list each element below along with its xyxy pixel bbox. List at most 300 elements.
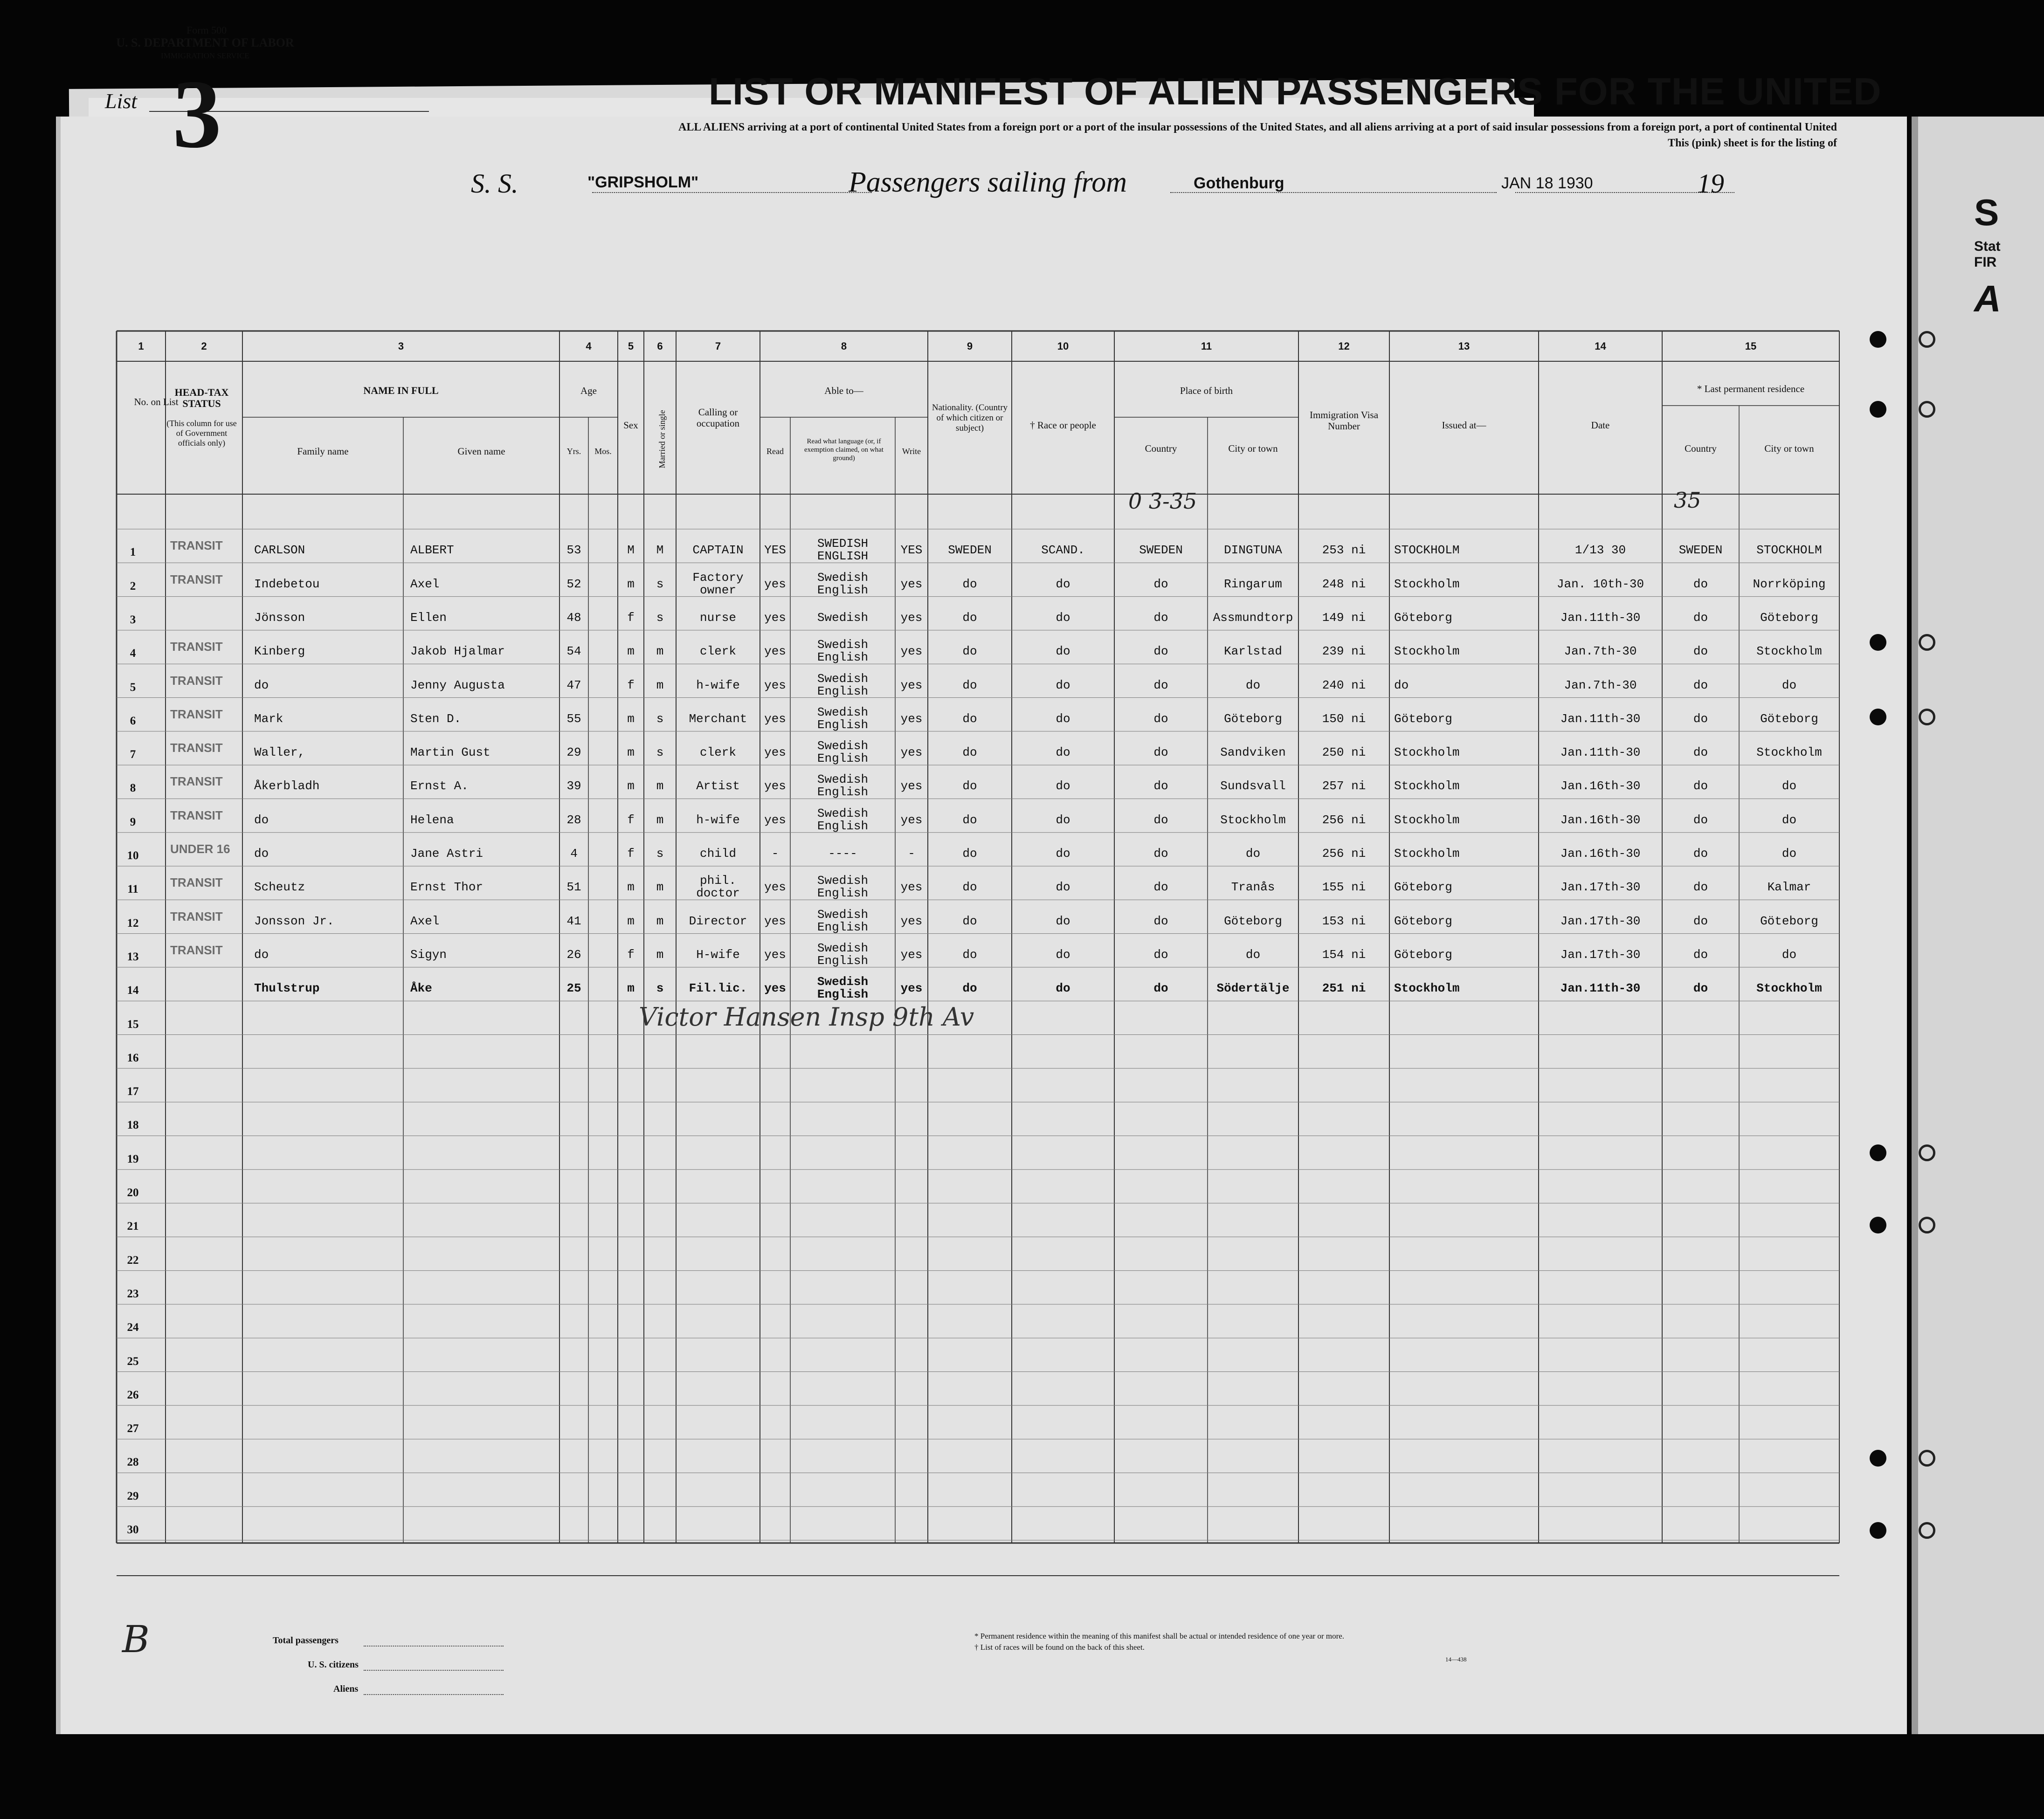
- family-name: do: [254, 813, 269, 827]
- nationality: do: [962, 577, 977, 591]
- ship-line: [592, 192, 872, 193]
- header-head-tax: HEAD-TAX STATUS: [174, 386, 229, 409]
- marital-status: m: [656, 644, 664, 659]
- residence-city: do: [1782, 947, 1797, 962]
- punch-hole-ring: [1919, 1450, 1935, 1467]
- head-tax-stamp: TRANSIT: [170, 707, 223, 721]
- punch-hole: [1870, 1522, 1886, 1539]
- visa-date: Jan.11th-30: [1560, 981, 1641, 996]
- issued-at: Stockholm: [1394, 779, 1460, 793]
- nationality: do: [962, 847, 977, 861]
- row-number: 20: [127, 1186, 139, 1199]
- row-number: 10: [127, 849, 139, 862]
- nationality: do: [962, 711, 977, 726]
- row-number: 6: [130, 714, 136, 727]
- issued-at: Stockholm: [1394, 981, 1460, 996]
- issued-at: Göteborg: [1394, 947, 1452, 962]
- sex: m: [627, 745, 635, 760]
- age-years: 51: [566, 880, 581, 895]
- nationality: do: [962, 745, 977, 760]
- column-number: 12: [1338, 340, 1350, 352]
- sex: m: [627, 644, 635, 659]
- can-read: yes: [764, 678, 786, 692]
- age-years: 52: [566, 577, 581, 591]
- nationality: do: [962, 644, 977, 659]
- column-number: 14: [1595, 340, 1606, 352]
- column-number: 10: [1057, 340, 1069, 352]
- occupation: H-wife: [696, 947, 740, 962]
- header-family-name: Family name: [297, 446, 349, 457]
- row-number: 18: [127, 1119, 139, 1132]
- birth-country: do: [1153, 981, 1168, 996]
- birth-city: DINGTUNA: [1224, 543, 1282, 558]
- birth-country: do: [1153, 711, 1168, 726]
- birth-city: Södertälje: [1216, 981, 1290, 996]
- row-number: 2: [130, 579, 136, 593]
- header-race: † Race or people: [1030, 420, 1096, 431]
- residence-country: do: [1693, 745, 1708, 760]
- header-issued-at: Issued at—: [1442, 420, 1486, 431]
- row-number: 13: [127, 950, 139, 963]
- issued-at: Stockholm: [1394, 644, 1460, 659]
- marital-status: s: [656, 847, 664, 861]
- residence-city: do: [1782, 678, 1797, 692]
- row-number: 29: [127, 1489, 139, 1502]
- head-tax-stamp: TRANSIT: [170, 943, 223, 957]
- punch-hole-ring: [1919, 709, 1935, 725]
- nationality: SWEDEN: [948, 543, 992, 558]
- issued-at: do: [1394, 678, 1409, 692]
- residence-handwritten-note: 35: [1674, 488, 1701, 513]
- residence-country: do: [1693, 711, 1708, 726]
- inspector-signature: Victor Hansen Insp 9th Av: [639, 1002, 974, 1032]
- header-yrs: Yrs.: [566, 447, 581, 456]
- punch-hole-ring: [1919, 1144, 1935, 1161]
- punch-hole: [1870, 331, 1886, 348]
- given-name: Axel: [410, 577, 440, 591]
- ship-name: "GRIPSHOLM": [587, 173, 699, 191]
- head-tax-stamp: UNDER 16: [170, 842, 230, 856]
- row-number: 17: [127, 1085, 139, 1098]
- footer-total-line: [364, 1646, 504, 1647]
- row-number: 7: [130, 748, 136, 761]
- occupation: CAPTAIN: [692, 543, 744, 558]
- given-name: Jane Astri: [410, 847, 483, 861]
- family-name: Kinberg: [254, 644, 305, 659]
- race: do: [1056, 745, 1070, 760]
- race: do: [1056, 711, 1070, 726]
- can-read: yes: [764, 711, 786, 726]
- year-label: 19: [1697, 168, 1724, 199]
- marital-status: s: [656, 745, 664, 760]
- race: SCAND.: [1041, 543, 1085, 558]
- can-write: yes: [900, 610, 923, 625]
- service-name: IMMIGRATION SERVICE: [161, 51, 249, 60]
- occupation: Factory owner: [692, 570, 744, 597]
- languages: Swedish: [817, 610, 869, 625]
- header-language: Read what language (or, if exemption claimed, on what ground): [804, 438, 884, 462]
- visa-number: 256 ni: [1322, 847, 1366, 861]
- residence-country: do: [1693, 779, 1708, 793]
- adjacent-text-1: Stat: [1974, 239, 2001, 254]
- languages: Swedish English: [817, 975, 869, 1002]
- visa-number: 248 ni: [1322, 577, 1366, 591]
- punch-hole-ring: [1919, 331, 1935, 348]
- visa-date: 1/13 30: [1574, 543, 1626, 558]
- head-tax-stamp: TRANSIT: [170, 673, 223, 688]
- birth-handwritten-note: 0 3-35: [1128, 489, 1197, 514]
- header-calling: Calling or occupation: [696, 407, 740, 429]
- header-date: Date: [1591, 420, 1610, 431]
- occupation: h-wife: [696, 678, 740, 692]
- birth-country: do: [1153, 610, 1168, 625]
- issued-at: Stockholm: [1394, 813, 1460, 827]
- header-nationality: Nationality. (Country of which citizen or subject): [932, 403, 1008, 433]
- given-name: Ernst A.: [410, 779, 469, 793]
- head-tax-stamp: TRANSIT: [170, 909, 223, 923]
- residence-country: do: [1693, 847, 1708, 861]
- can-write: -: [908, 847, 915, 861]
- given-name: Axel: [410, 914, 440, 928]
- sex: M: [627, 543, 635, 558]
- family-name: do: [254, 847, 269, 861]
- column-number: 2: [201, 340, 207, 352]
- can-write: yes: [900, 914, 923, 928]
- can-read: YES: [764, 543, 786, 558]
- visa-date: Jan.17th-30: [1560, 880, 1641, 895]
- punch-hole: [1870, 1144, 1886, 1161]
- family-name: Mark: [254, 711, 283, 726]
- occupation: Fil.lic.: [689, 981, 747, 996]
- occupation: nurse: [699, 610, 736, 625]
- nationality: do: [962, 947, 977, 962]
- row-number: 24: [127, 1321, 139, 1334]
- column-number: 15: [1745, 340, 1757, 352]
- race: do: [1056, 577, 1070, 591]
- birth-city: Tranås: [1231, 880, 1275, 895]
- header-birth-country: Country: [1145, 443, 1177, 454]
- visa-date: Jan.16th-30: [1560, 813, 1641, 827]
- can-write: yes: [900, 813, 923, 827]
- nationality: do: [962, 610, 977, 625]
- sex: m: [627, 779, 635, 793]
- residence-city: do: [1782, 779, 1797, 793]
- header-name-in-full: NAME IN FULL: [363, 385, 439, 396]
- can-read: yes: [764, 880, 786, 895]
- residence-city: Stockholm: [1756, 981, 1822, 996]
- header-res-city: City or town: [1764, 443, 1814, 454]
- age-years: 28: [566, 813, 581, 827]
- birth-country: do: [1153, 644, 1168, 659]
- column-number: 6: [657, 340, 663, 352]
- header-age: Age: [580, 385, 597, 396]
- header-last-residence: * Last permanent residence: [1697, 383, 1805, 394]
- marital-status: m: [656, 678, 664, 692]
- sailing-label: Passengers sailing from: [849, 166, 1127, 198]
- row-number: 12: [127, 916, 139, 930]
- header-able-to: Able to—: [824, 385, 863, 396]
- footnote-races: † List of races will be found on the back of this sheet.: [974, 1643, 1145, 1652]
- age-years: 29: [566, 745, 581, 760]
- issued-at: Göteborg: [1394, 711, 1452, 726]
- nationality: do: [962, 779, 977, 793]
- residence-country: do: [1693, 880, 1708, 895]
- residence-city: STOCKHOLM: [1756, 543, 1822, 558]
- residence-city: Göteborg: [1760, 610, 1818, 625]
- header-visa: Immigration Visa Number: [1309, 409, 1379, 432]
- issued-at: Stockholm: [1394, 577, 1460, 591]
- sex: f: [627, 947, 635, 962]
- family-name: Jonsson Jr.: [254, 914, 334, 928]
- header-mos: Mos.: [594, 447, 612, 456]
- sex: m: [627, 981, 635, 996]
- residence-city: do: [1782, 847, 1797, 861]
- nationality: do: [962, 880, 977, 895]
- row-number: 23: [127, 1287, 139, 1300]
- given-name: Jenny Augusta: [410, 678, 505, 692]
- visa-number: 250 ni: [1322, 745, 1366, 760]
- row-number: 9: [130, 815, 136, 828]
- row-number: 19: [127, 1152, 139, 1165]
- age-years: 41: [566, 914, 581, 928]
- can-write: yes: [900, 577, 923, 591]
- column-number: 4: [586, 340, 592, 352]
- residence-city: Göteborg: [1760, 711, 1818, 726]
- given-name: Ellen: [410, 610, 447, 625]
- punch-hole: [1870, 1217, 1886, 1233]
- age-years: 4: [570, 847, 578, 861]
- birth-country: do: [1153, 745, 1168, 760]
- head-tax-stamp: TRANSIT: [170, 741, 223, 755]
- family-name: Indebetou: [254, 577, 320, 591]
- can-write: yes: [900, 779, 923, 793]
- visa-number: 240 ni: [1322, 678, 1366, 692]
- visa-date: Jan. 10th-30: [1556, 577, 1644, 591]
- sex: f: [627, 610, 635, 625]
- birth-city: Assmundtorp: [1213, 610, 1293, 625]
- marital-status: s: [656, 577, 664, 591]
- row-number: 25: [127, 1355, 139, 1368]
- punch-hole: [1870, 401, 1886, 418]
- sex: m: [627, 711, 635, 726]
- department-heading: [103, 36, 308, 62]
- issued-at: Göteborg: [1394, 880, 1452, 895]
- family-name: Jönsson: [254, 610, 305, 625]
- punch-hole-ring: [1919, 1522, 1935, 1539]
- head-tax-stamp: TRANSIT: [170, 572, 223, 586]
- birth-city: Karlstad: [1224, 644, 1282, 659]
- languages: Swedish English: [817, 671, 869, 698]
- visa-number: 155 ni: [1322, 880, 1366, 895]
- birth-country: do: [1153, 678, 1168, 692]
- punch-hole: [1870, 1450, 1886, 1467]
- age-years: 54: [566, 644, 581, 659]
- birth-country: do: [1153, 813, 1168, 827]
- family-name: Åkerbladh: [254, 779, 320, 793]
- column-number: 8: [841, 340, 847, 352]
- marital-status: s: [656, 610, 664, 625]
- list-number: 3: [173, 60, 221, 168]
- punch-hole-ring: [1919, 401, 1935, 418]
- can-read: yes: [764, 813, 786, 827]
- residence-city: Norrköping: [1753, 577, 1826, 591]
- nationality: do: [962, 813, 977, 827]
- residence-country: do: [1693, 813, 1708, 827]
- header-birth-city: City or town: [1228, 443, 1278, 454]
- can-read: yes: [764, 779, 786, 793]
- row-number: 27: [127, 1422, 139, 1435]
- given-name: ALBERT: [410, 543, 454, 558]
- list-label: List: [105, 89, 138, 113]
- languages: Swedish English: [817, 772, 869, 799]
- footer-citizens-line: [364, 1670, 504, 1671]
- column-number: 11: [1201, 340, 1212, 352]
- age-years: 39: [566, 779, 581, 793]
- header-head-tax-note: (This column for use of Government officials only): [166, 419, 237, 448]
- visa-number: 150 ni: [1322, 711, 1366, 726]
- age-years: 55: [566, 711, 581, 726]
- visa-number: 153 ni: [1322, 914, 1366, 928]
- residence-country: do: [1693, 678, 1708, 692]
- family-name: do: [254, 678, 269, 692]
- row-number: 16: [127, 1051, 139, 1064]
- age-years: 48: [566, 610, 581, 625]
- visa-number: 256 ni: [1322, 813, 1366, 827]
- punch-hole-ring: [1919, 634, 1935, 651]
- birth-country: do: [1153, 880, 1168, 895]
- residence-city: Göteborg: [1760, 914, 1818, 928]
- visa-date: Jan.11th-30: [1560, 610, 1641, 625]
- can-write: yes: [900, 880, 923, 895]
- can-read: yes: [764, 577, 786, 591]
- languages: Swedish English: [817, 638, 869, 665]
- occupation: phil. doctor: [696, 874, 740, 901]
- given-name: Åke: [410, 981, 432, 996]
- adjacent-letter: S: [1974, 192, 1999, 233]
- age-years: 47: [566, 678, 581, 692]
- occupation: Artist: [696, 779, 740, 793]
- head-tax-stamp: TRANSIT: [170, 538, 223, 553]
- can-write: yes: [900, 981, 923, 996]
- given-name: Jakob Hjalmar: [410, 644, 505, 659]
- birth-country: do: [1153, 914, 1168, 928]
- marital-status: m: [656, 914, 664, 928]
- residence-city: Kalmar: [1767, 880, 1811, 895]
- row-number: 28: [127, 1456, 139, 1469]
- residence-country: do: [1693, 947, 1708, 962]
- nationality: do: [962, 678, 977, 692]
- race: do: [1056, 880, 1070, 895]
- row-number: 30: [127, 1523, 139, 1536]
- visa-date: Jan.11th-30: [1560, 745, 1641, 760]
- languages: Swedish English: [817, 570, 869, 597]
- family-name: do: [254, 947, 269, 962]
- header-sex: Sex: [623, 420, 638, 431]
- header-place-of-birth: Place of birth: [1180, 385, 1233, 396]
- sex: f: [627, 847, 635, 861]
- can-read: yes: [764, 914, 786, 928]
- birth-city: Göteborg: [1224, 711, 1282, 726]
- languages: Swedish English: [817, 907, 869, 934]
- age-years: 53: [566, 543, 581, 558]
- row-number: 8: [130, 782, 136, 795]
- occupation: Merchant: [689, 711, 747, 726]
- languages: SWEDISH ENGLISH: [817, 537, 869, 564]
- birth-country: do: [1153, 847, 1168, 861]
- sex: m: [627, 914, 635, 928]
- row-number: 5: [130, 681, 136, 694]
- row-number: 3: [130, 613, 136, 626]
- family-name: CARLSON: [254, 543, 305, 558]
- visa-date: Jan.16th-30: [1560, 847, 1641, 861]
- row-number: 14: [127, 984, 139, 997]
- column-number: 3: [398, 340, 404, 352]
- can-write: YES: [900, 543, 923, 558]
- occupation: h-wife: [696, 813, 740, 827]
- row-number: 11: [127, 883, 138, 896]
- birth-country: do: [1153, 577, 1168, 591]
- row-number: 4: [130, 647, 136, 660]
- column-number: 1: [138, 340, 144, 352]
- ss-label: S. S.: [471, 168, 518, 199]
- sex: f: [627, 813, 635, 827]
- nationality: do: [962, 981, 977, 996]
- issued-at: Stockholm: [1394, 745, 1460, 760]
- row-number: 26: [127, 1388, 139, 1401]
- marital-status: s: [656, 981, 664, 996]
- race: do: [1056, 813, 1070, 827]
- can-read: yes: [764, 947, 786, 962]
- can-read: yes: [764, 745, 786, 760]
- issued-at: Göteborg: [1394, 914, 1452, 928]
- visa-date: Jan.7th-30: [1564, 644, 1637, 659]
- row-number: 21: [127, 1220, 139, 1233]
- languages: Swedish English: [817, 739, 869, 766]
- race: do: [1056, 914, 1070, 928]
- visa-date: Jan.11th-30: [1560, 711, 1641, 726]
- race: do: [1056, 779, 1070, 793]
- languages: Swedish English: [817, 874, 869, 901]
- given-name: Martin Gust: [410, 745, 490, 760]
- nationality: do: [962, 914, 977, 928]
- birth-city: Ringarum: [1224, 577, 1282, 591]
- can-read: yes: [764, 610, 786, 625]
- row-number: 15: [127, 1018, 139, 1031]
- visa-number: 251 ni: [1322, 981, 1366, 996]
- birth-city: do: [1245, 947, 1261, 962]
- visa-date: Jan.17th-30: [1560, 947, 1641, 962]
- age-years: 26: [566, 947, 581, 962]
- age-years: 25: [566, 981, 581, 996]
- header-married: Married or single: [657, 410, 667, 469]
- visa-date: Jan.17th-30: [1560, 914, 1641, 928]
- form-number: Form 500: [186, 24, 227, 36]
- can-write: yes: [900, 678, 923, 692]
- column-number: 13: [1458, 340, 1470, 352]
- marital-status: m: [656, 779, 664, 793]
- occupation: clerk: [699, 745, 736, 760]
- departure-port: Gothenburg: [1194, 174, 1284, 192]
- residence-country: do: [1693, 577, 1708, 591]
- given-name: Sigyn: [410, 947, 447, 962]
- punch-hole-ring: [1919, 1217, 1935, 1233]
- occupation: clerk: [699, 644, 736, 659]
- corner-mark: B: [122, 1618, 150, 1661]
- languages: Swedish English: [817, 941, 869, 968]
- department-name: U. S. DEPARTMENT OF LABOR: [116, 36, 294, 49]
- race: do: [1056, 847, 1070, 861]
- can-write: yes: [900, 711, 923, 726]
